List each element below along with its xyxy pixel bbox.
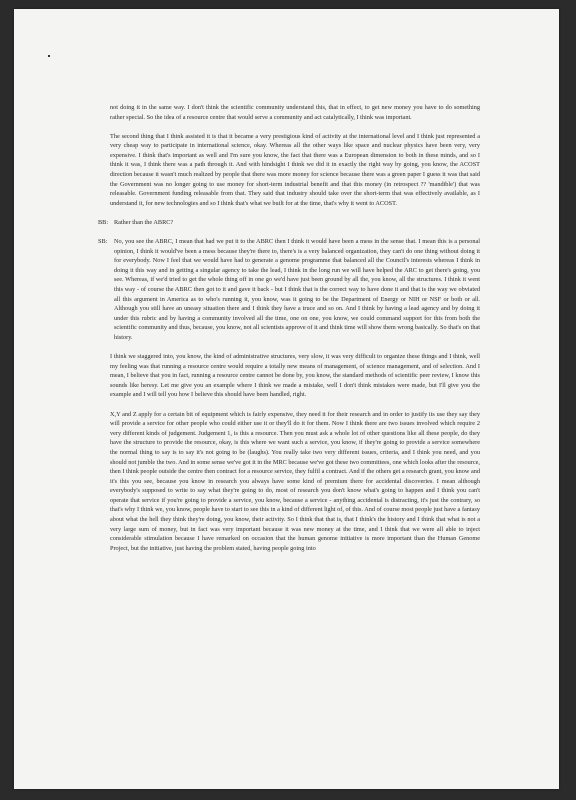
speaker-text-sb: No, you see the ABRC, I mean that had we put it to the ABRC then I think it would have been a mess in the sense that. I mean this is a personal opinion, I think it would've been a mess because they're there to, there's is a very balanced organization, they can't do one thing without doing it for everybody. Now I feel that we would have had to generate a genome programme that balanced all the Council's interests whereas I think in doing it this way and in getting a singular agency to take the lead, I think in the long run we will have helped the ARC to get there's going, you see. Whereas, if we'd tried to get the whole thing off in one go we'd have just been ground by all the, you know, all the structures. I think it went this way - of course the ABRC then got to it and gave it back - but I think that is the correct way to have done it and that is the way we obviated all this argument in America as to who's running it, you know, was it going to be the Department of Energy or NIH or NSF or both or all. Although you still have an uneasy situation there and I think they have a truce and so on. And I think by having a lead agency and by doing it under this rubric and by having a community involved all the time, one on one, you know, we could command support for this from both the scientific community and thus, because, you know, not all scientists approve of it and think time will show them wrong basically. So that's on that history. xyxy=(114,238,480,341)
paragraph-5: X,Y and Z apply for a certain bit of equipment which is fairly expensive, they need it for their research and in order to justify its use they say they will provide a service for other people who could either use it or they'll do it for them. Now I think there are two issues involved which require 2 very different kinds of judgement. Judgement 1, is this a resource. Then you must ask a whole lot of other questions like all these people, do they have the structure to provide the resource, okay, is this where we want such a service, you know, if they're going to provide a service somewhere the normal thing to say is to say it's not going to be (laughs). You really take two very different issues, criteria, and I think you need, and you should not jumble the two. And in some sense we've got it in the MRC because we've got these two committees, one which looks after the resource, then I think people outside the centre then contract for a resource service, they fulfil a contract. And if the others get a research grant, you know and it's this you see, because you know in research you always have some kind of premium there for accidental discoveries. I mean although everybody's supposed to write to say what they're going to do, most of research you don't know what's going to happen and I think you can't operate that service if you're going to provide a service, you know, because a service - anything accidental is distracting, it's just the contrary, so that's why I think we, you know, people have to start to see this in a kind of different light of, of this. And of course most people just have a fantasy about what the hell they think they're doing, you know, their activity. So I think that that is, that I think's the history and I think that what is not a very large sum of money, but in fact was very important because it was new money at the time, and I think that we were all able to inject considerable stimulation because I have remarked on occasion that the human genome initiative is more important than the Human Genome Project, but the initiative, just having the problem stated, having people going into xyxy=(110,410,480,552)
document-page xyxy=(14,9,559,789)
paragraph-2: The second thing that I think assisted it is that it became a very prestigious kind of activity at the international level and I think just represented a very cheap way to participate in international science, okay. Whereas all the other ways like space and nuclear physics have been very, very expensive. I think that's important as well and I'm sure you know, the fact that there was a European dimension to both in these minds, and so I think it was, I think there was a path through it. And with hindsight I think we did it in exactly the right way by going, you know, the ACOST direction because it wasn't much realized by people that there was more money for science because there was a green paper I guess it was that said the Government was no longer going to use money for short-term industrial benefit and that this money (in retrospect ?? 'mandible') that was releasable. Government funding releasable from that. They said that industry should take over the short-term that was effectively available, as I understand it, for new technologies and so I think that's what we built for at the time, that's why it went to ACOST. xyxy=(110,132,480,207)
speaker-label-sb: SB: xyxy=(98,238,108,246)
exchange-bb xyxy=(98,218,480,228)
paragraph-4: I think we staggered into, you know, the kind of administrative structures, very slow, it was very difficult to organize these things and I think, well my feeling was that running a resource centre would require a totally new means of management, of science management, and of selection. And I mean, I believe that you in fact, running a resource centre cannot be done by, you know, the standard methods of scientific peer review, I know this sounds like heresy. Let me give you an example where I think we made a mistake, well I don't think mistakes were made, but I'll give you the example and I will tell you how I believe this should have been handled, right. xyxy=(110,353,480,399)
transcript-body xyxy=(98,103,480,563)
speaker-text-bb: Rather than the ABRC? xyxy=(114,218,174,226)
page-mark xyxy=(48,55,50,57)
paragraph-1: not doing it in the same way. I don't think the scientific community understand this, that in effect, to get new money you have to do something rather special. So the idea of a resource centre that would serve a community and act catalytically, I think was important. xyxy=(110,104,480,121)
speaker-label-bb: BB: xyxy=(98,218,109,226)
exchange-sb xyxy=(98,237,480,343)
